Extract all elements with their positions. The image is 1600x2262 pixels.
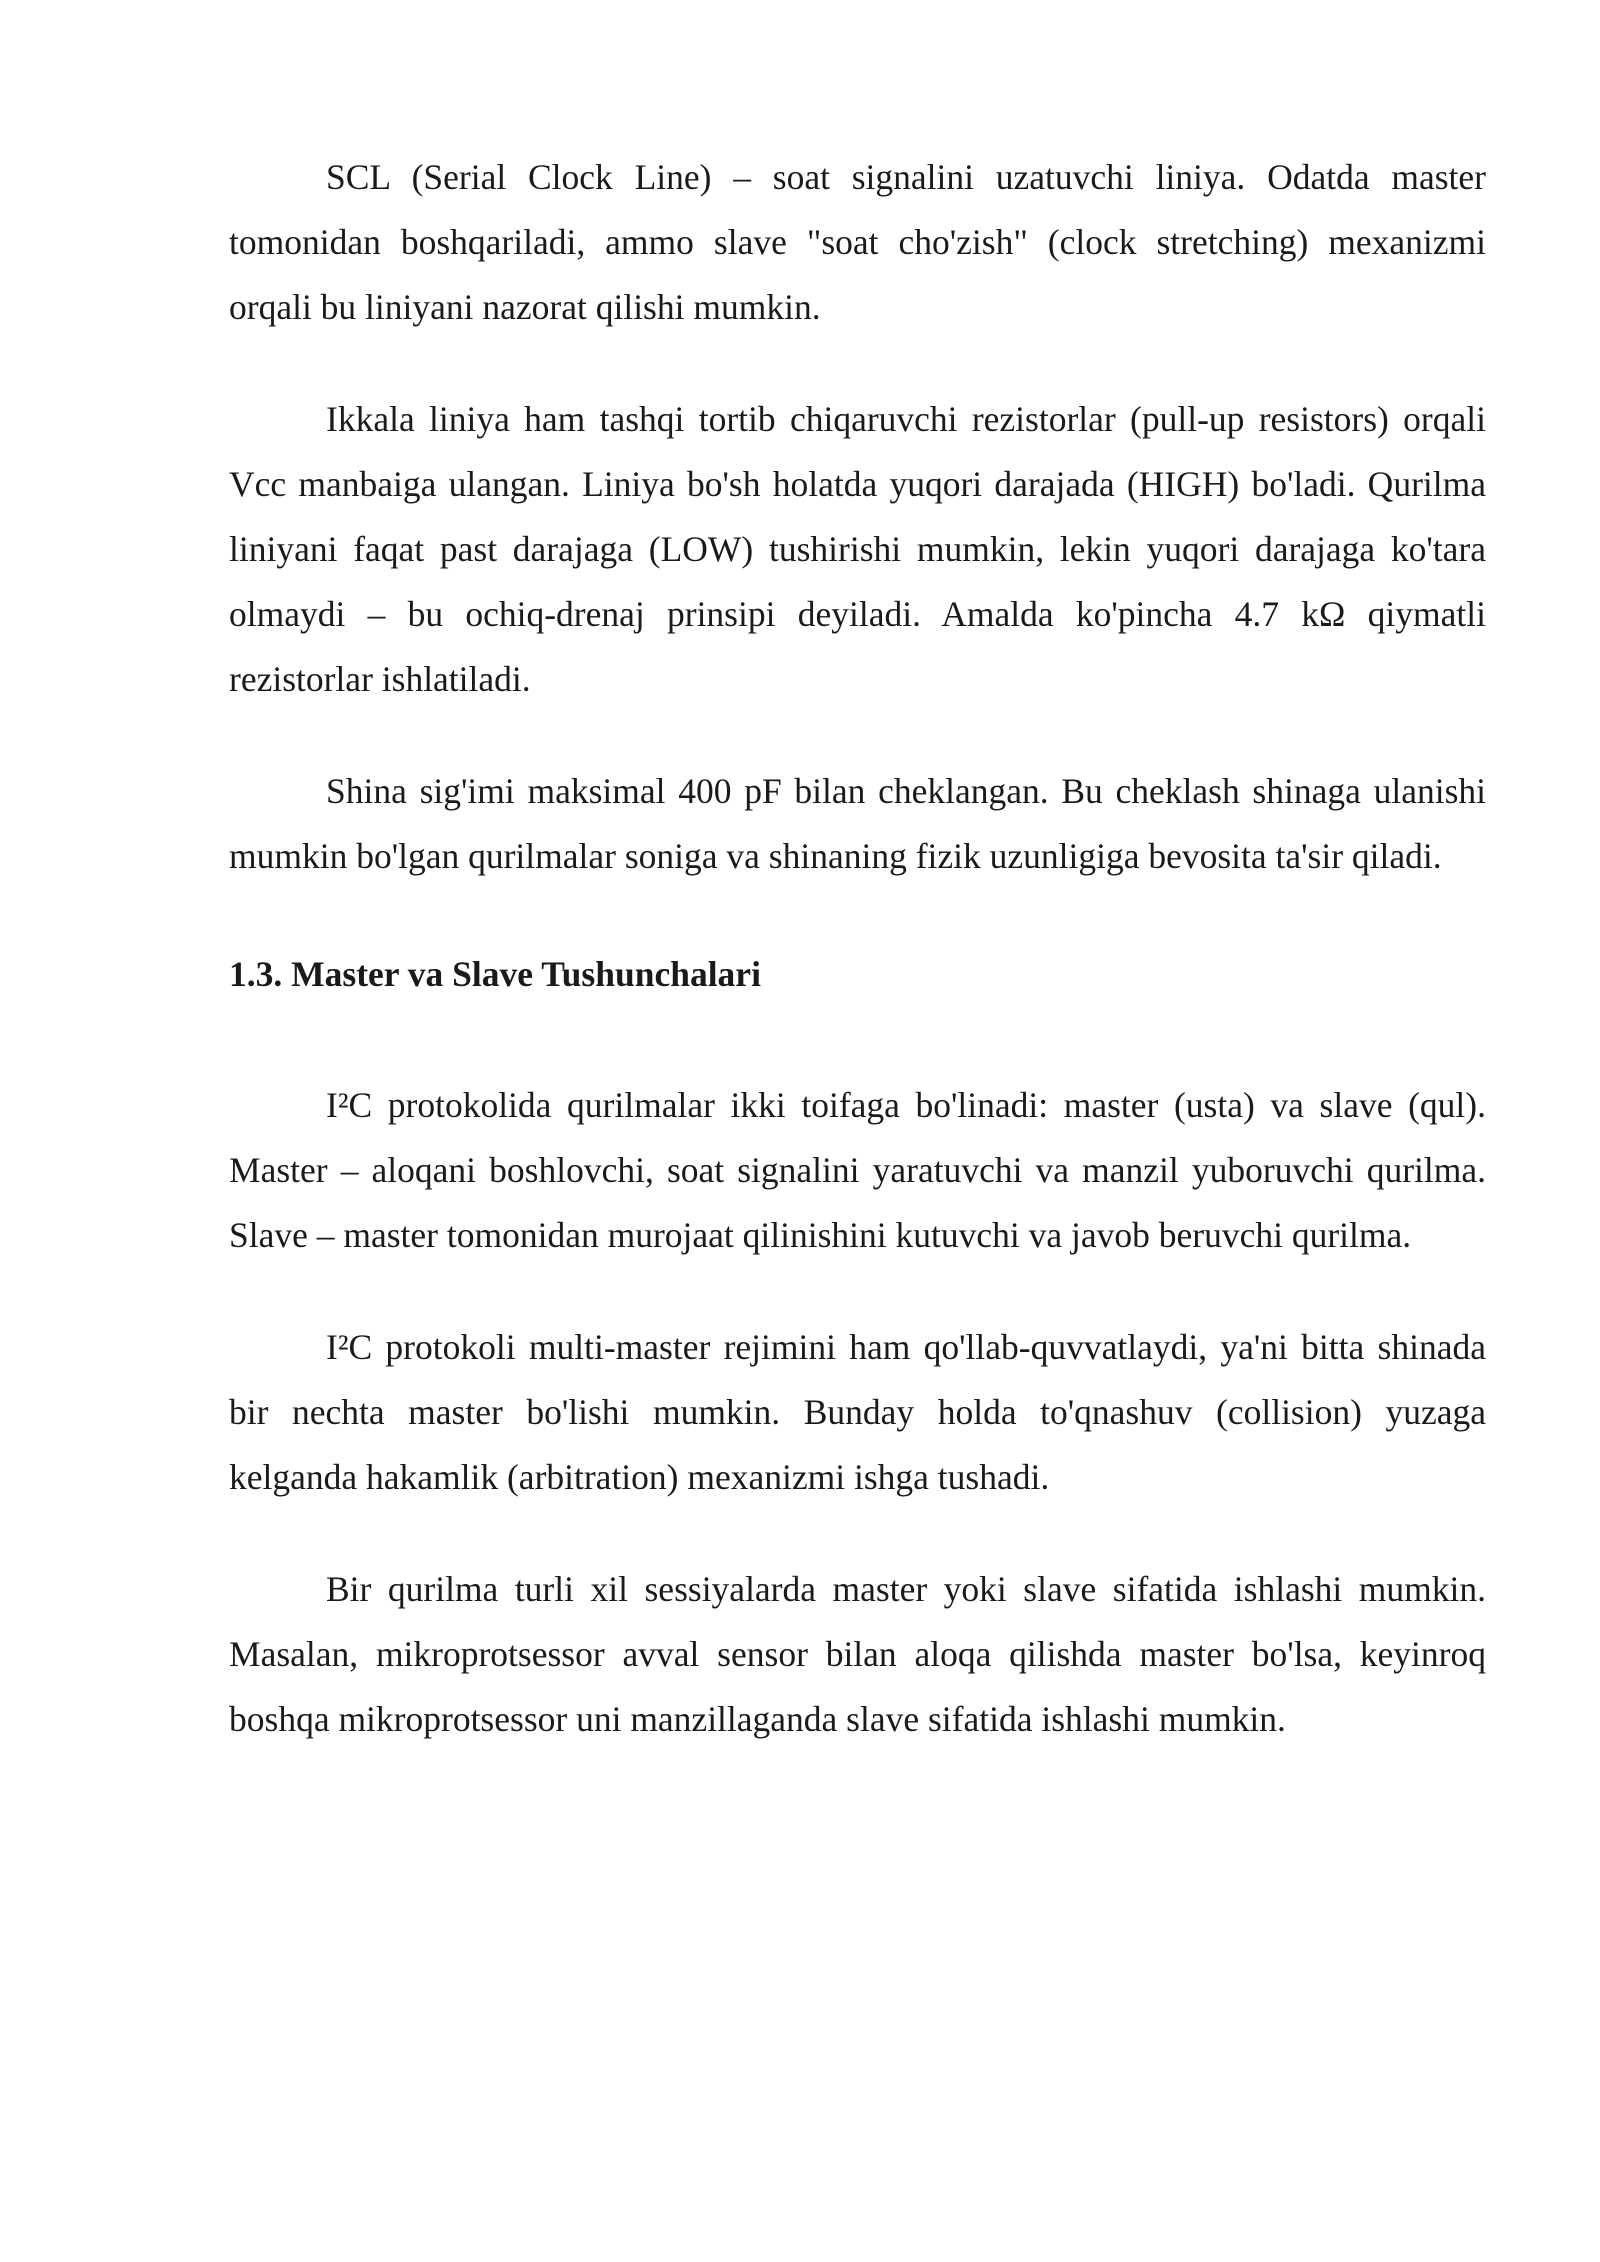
section-heading: 1.3. Master va Slave Tushunchalari (229, 954, 761, 994)
paragraph-pull-up: Ikkala liniya ham tashqi tortib chiqaruvchi rezistorlar (pull-up resistors) orqali Vcc manbaiga ulangan. Liniya bo'sh holatda yuqori darajada (HIGH) bo'ladi. Qurilma liniyani faqat past darajaga (LOW) tushirishi mumkin, lekin yuqori darajaga ko'tara olmaydi – bu ochiq-drenaj prinsipi deyiladi. Amalda ko'pincha 4.7 kΩ qiymatli rezistorlar ishlatiladi. (229, 399, 1486, 699)
paragraph-dual-role: Bir qurilma turli xil sessiyalarda master yoki slave sifatida ishlashi mumkin. Masalan, mikroprotsessor avval sensor bilan aloqa qilishda master bo'lsa, keyinroq boshqa mikroprotsessor uni manzillaganda slave sifatida ishlashi mumkin. (229, 1569, 1486, 1739)
paragraph-scl: SCL (Serial Clock Line) – soat signalini uzatuvchi liniya. Odatda master tomonidan boshqariladi, ammo slave "soat cho'zish" (clock stretching) mexanizmi orqali bu liniyani nazorat qilishi mumkin. (229, 157, 1486, 327)
paragraph-capacitance: Shina sig'imi maksimal 400 pF bilan cheklangan. Bu cheklash shinaga ulanishi mumkin bo'lgan qurilmalar soniga va shinaning fizik uzunligiga bevosita ta'sir qiladi. (229, 771, 1486, 876)
paragraph-multi-master: I²C protokoli multi-master rejimini ham qo'llab-quvvatlaydi, ya'ni bitta shinada bir nechta master bo'lishi mumkin. Bunday holda to'qnashuv (collision) yuzaga kelganda hakamlik (arbitration) mexanizmi ishga tushadi. (229, 1327, 1486, 1497)
paragraph-master-slave: I²C protokolida qurilmalar ikki toifaga bo'linadi: master (usta) va slave (qul). Master – aloqani boshlovchi, soat signalini yaratuvchi va manzil yuboruvchi qurilma. Slave – master tomonidan murojaat qilinishini kutuvchi va javob beruvchi qurilma. (229, 1085, 1486, 1255)
document-body (229, 145, 1486, 1799)
